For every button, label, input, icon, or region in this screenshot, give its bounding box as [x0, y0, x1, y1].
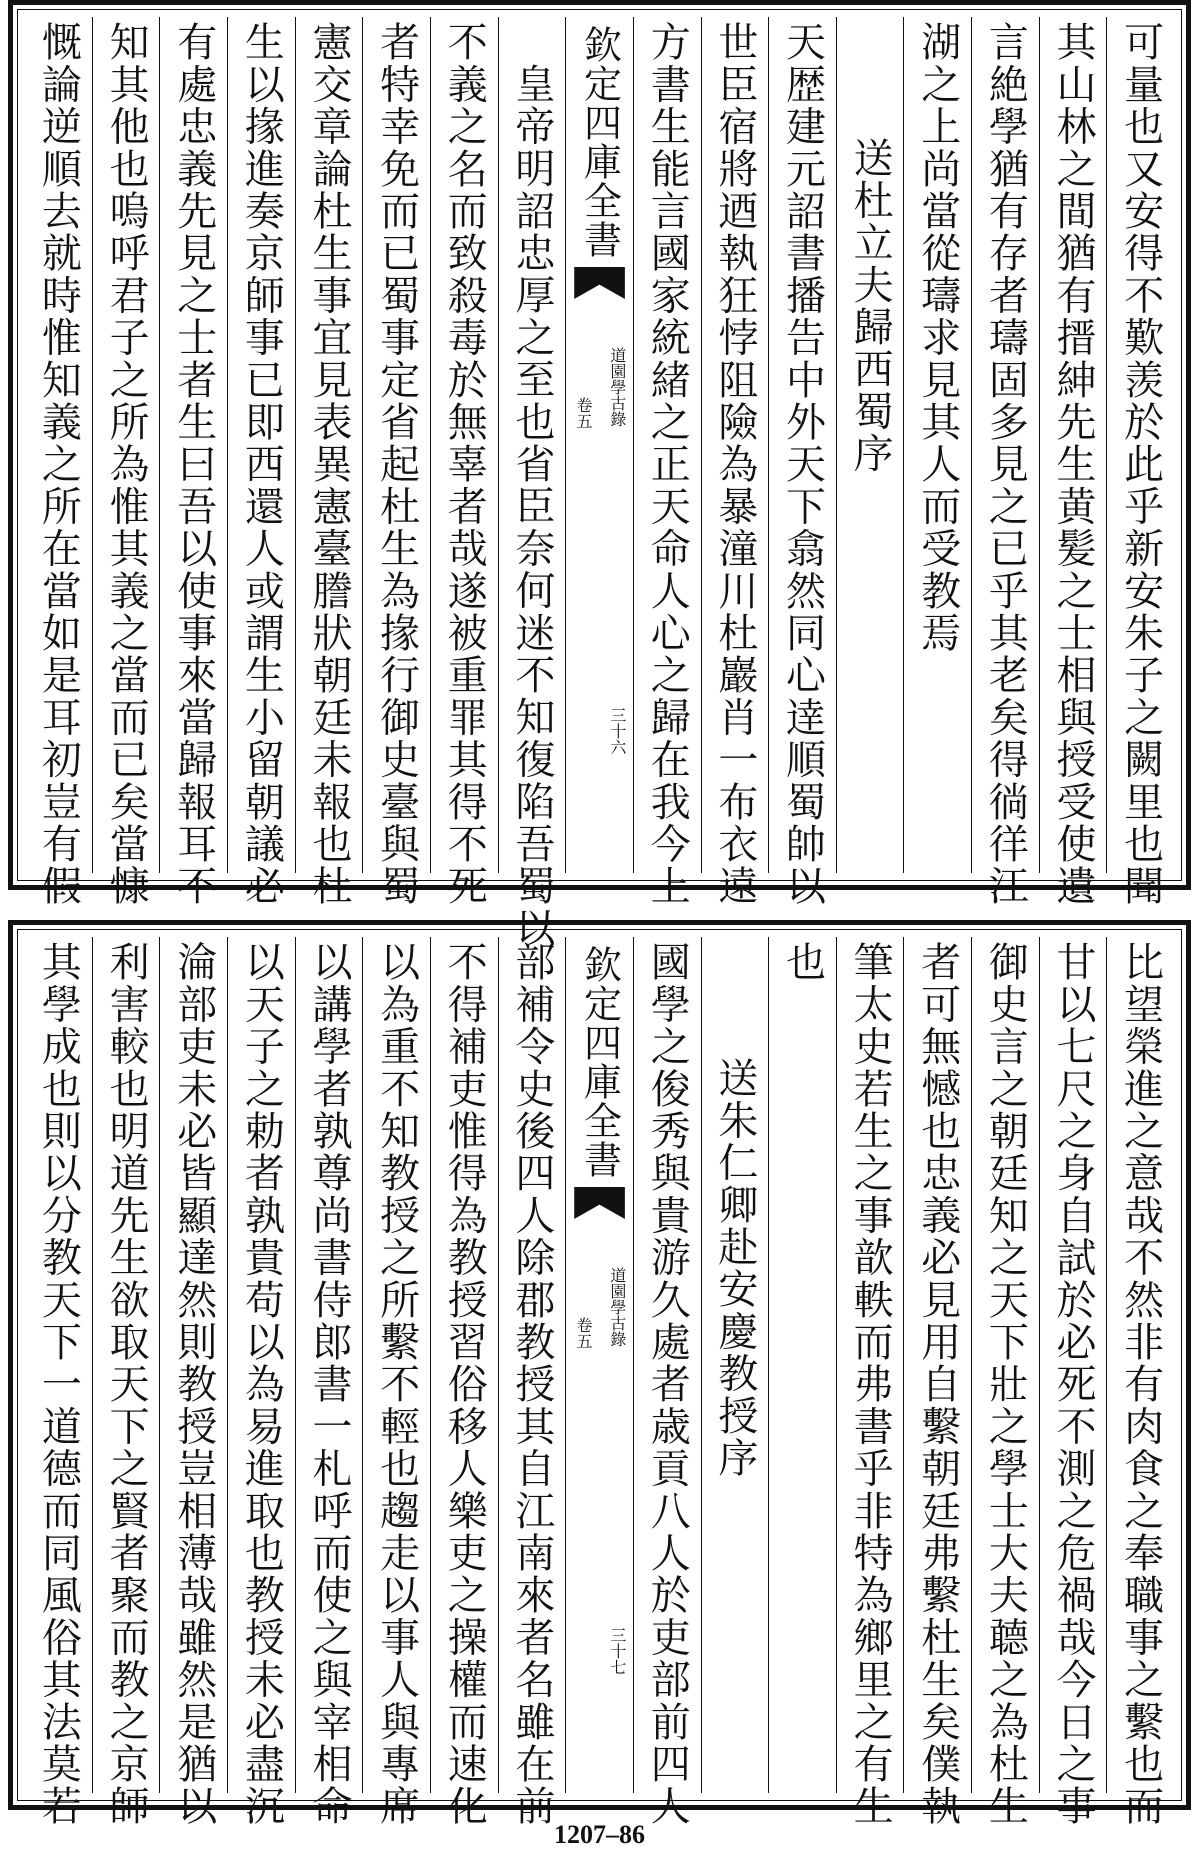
text-column	[971, 17, 1039, 908]
column-text: 天歴建元詔書播告中外天下翕然同心逹順蜀帥以	[779, 21, 826, 908]
fish-tail-mark	[574, 267, 625, 299]
page-footer-number: 1207–86	[554, 1820, 645, 1849]
text-column	[498, 937, 566, 1828]
fish-tail-mark	[574, 1187, 625, 1219]
column-text: 其山林之間猶有搢紳先生黄髪之士相與授受使遺	[1050, 21, 1097, 908]
text-column	[1106, 17, 1174, 908]
text-column	[92, 937, 160, 1828]
bottom-page	[8, 920, 1191, 1828]
leaf-number: 三十六	[607, 707, 627, 755]
text-column	[295, 937, 363, 1828]
essay-title-column	[836, 17, 904, 873]
column-text: 淪部吏未必皆顯達然則教授豈相薄哉雖然是猶以	[170, 941, 217, 1828]
text-column	[92, 17, 160, 908]
column-text: 知其他也嗚呼君子之所為惟其義之當而已矣當慷	[103, 21, 150, 908]
column-text: 也	[779, 941, 826, 984]
text-column	[836, 937, 904, 1828]
volume-label: 卷五	[574, 1317, 594, 1349]
text-column	[701, 17, 769, 908]
column-text: 憲交章論杜生事宜見表異憲臺謄狀朝廷未報也杜	[305, 21, 352, 908]
column-text: 不義之名而致殺毒於無辜者哉遂被重罪其得不死	[441, 21, 488, 908]
text-column	[768, 17, 836, 908]
column-text: 國學之俊秀與貴游久處者歳貢八人於吏部前四人	[644, 941, 691, 1828]
text-column	[25, 17, 92, 908]
text-column	[1106, 937, 1174, 1828]
column-text: 世臣宿將迺執狂悖阻險為暴潼川杜巖肖一布衣遠	[711, 21, 758, 908]
essay-title-column	[701, 937, 769, 1793]
essay-title: 送杜立夫歸西蜀序	[847, 137, 894, 475]
text-column	[1039, 937, 1107, 1828]
column-text: 慨論逆順去就時惟知義之所在當如是耳初豈有假	[35, 21, 82, 908]
column-text: 比望榮進之意哉不然非有肉食之奉職事之繫也而	[1117, 941, 1164, 1828]
column-text: 以講學者孰尊尚書侍郎書一札呼而使之與宰相命	[305, 941, 352, 1828]
column-text: 湖之上尚當從璹求見其人而受教焉	[914, 21, 961, 654]
essay-title: 送朱仁卿赴安慶教授序	[711, 1057, 758, 1479]
top-page	[8, 0, 1191, 950]
column-text: 部補令史後四人除郡教授其自江南來者名雖在前	[508, 941, 555, 1828]
text-column	[903, 937, 971, 1828]
text-column	[295, 17, 363, 908]
text-column	[498, 17, 566, 950]
column-text: 以為重不知教授之所繫不輕也趨走以事人與專席	[373, 941, 420, 1828]
text-column	[362, 17, 430, 908]
column-text: 言絶學猶有存者璹固多見之已乎其老矣得徜徉江	[982, 21, 1029, 908]
bottom-page-columns	[25, 937, 1174, 1828]
column-text: 不得補吏惟得為教授習俗移人樂吏之操權而速化	[441, 941, 488, 1828]
column-text: 御史言之朝廷知之天下壯之學士大夫聼之為杜生	[982, 941, 1029, 1828]
text-column	[430, 17, 498, 908]
text-column	[633, 937, 701, 1828]
text-column	[633, 17, 701, 908]
column-text: 生以掾進奏京師事已即西還人或謂生小留朝議必	[238, 21, 285, 908]
book-title: 欽定四庫全書	[577, 25, 622, 259]
text-column	[971, 937, 1039, 1828]
book-title: 欽定四庫全書	[577, 945, 622, 1179]
center-margin	[565, 17, 633, 873]
work-title: 道園學古錄	[607, 1267, 627, 1347]
top-page-columns	[25, 17, 1174, 950]
volume-label: 卷五	[574, 397, 594, 429]
text-column	[1039, 17, 1107, 908]
column-text: 者可無憾也忠義必見用自繫朝廷弗繫杜生矣僕執	[914, 941, 961, 1828]
column-text: 甘以七尺之身自試於必死不測之危禍哉今日之事	[1050, 941, 1097, 1828]
text-column	[159, 937, 227, 1828]
column-text: 可量也又安得不歎羡於此乎新安朱子之闕里也聞	[1117, 21, 1164, 908]
center-margin	[565, 937, 633, 1793]
column-text: 以天子之勅者孰貴苟以為易進取也教授未必盡沉	[238, 941, 285, 1828]
text-column	[903, 17, 971, 873]
text-column	[430, 937, 498, 1828]
leaf-number: 三十七	[607, 1627, 627, 1675]
column-text: 皇帝明詔忠厚之至也省臣奈何迷不知復陷吾蜀以	[508, 63, 555, 950]
text-column	[159, 17, 227, 908]
text-column	[227, 937, 295, 1828]
text-column	[227, 17, 295, 908]
column-text: 筆太史若生之事歆軼而弗書乎非特為鄉里之有生	[847, 941, 894, 1828]
column-text: 者特幸免而已蜀事定省起杜生為掾行御史臺與蜀	[373, 21, 420, 908]
work-title: 道園學古錄	[607, 347, 627, 427]
column-text: 利害較也明道先生欲取天下之賢者聚而教之京師	[103, 941, 150, 1828]
column-text: 有處忠義先見之士者生曰吾以使事來當歸報耳不	[170, 21, 217, 908]
text-column	[25, 937, 92, 1828]
text-column	[768, 937, 836, 1793]
column-text: 其學成也則以分教天下一道德而同風俗其法莫若	[35, 941, 82, 1828]
column-text: 方書生能言國家統緒之正天命人心之歸在我今上	[644, 21, 691, 908]
text-column	[362, 937, 430, 1828]
